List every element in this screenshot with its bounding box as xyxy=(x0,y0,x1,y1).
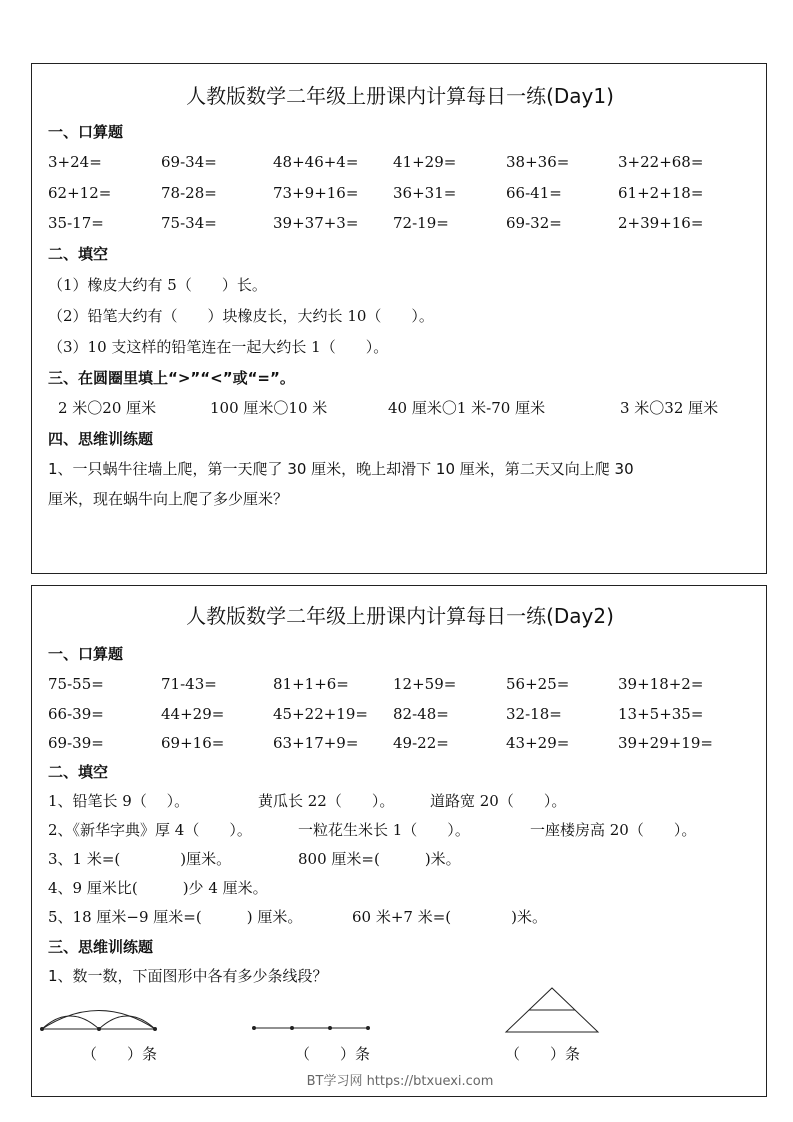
day2-fill-5b: 60 米+7 米=( )米。 xyxy=(352,908,548,926)
calc-item: 2+39+16= xyxy=(618,214,704,232)
day1-section4-heading: 四、思维训练题 xyxy=(48,430,154,448)
day2-title: 人教版数学二年级上册课内计算每日一练(Day2) xyxy=(186,604,614,628)
calc-item: 66-41= xyxy=(506,184,562,202)
calc-item: 69-39= xyxy=(48,734,104,752)
day1-compare-3: 40 厘米〇1 米-70 厘米 xyxy=(388,399,546,417)
day1-compare-1: 2 米〇20 厘米 xyxy=(58,399,157,417)
day2-section3-heading: 三、思维训练题 xyxy=(48,938,154,956)
calc-item: 3+24= xyxy=(48,153,102,171)
day2-section2-heading: 二、填空 xyxy=(48,763,109,781)
calc-item: 35-17= xyxy=(48,214,104,232)
day2-fill-1c: 道路宽 20（ ）。 xyxy=(430,792,567,810)
day1-problem-line1: 1、一只蜗牛往墙上爬，第一天爬了 30 厘米，晚上却滑下 10 厘米，第二天又向上爬 30 xyxy=(48,460,634,478)
day1-section2-heading: 二、填空 xyxy=(48,245,109,263)
calc-item: 61+2+18= xyxy=(618,184,704,202)
worksheet-day1 xyxy=(31,63,767,574)
day2-fill-3a: 3、1 米=( )厘米。 xyxy=(48,850,232,868)
calc-item: 63+17+9= xyxy=(273,734,359,752)
day2-fill-5a: 5、18 厘米−9 厘米=( ) 厘米。 xyxy=(48,908,303,926)
calc-item: 66-39= xyxy=(48,705,104,723)
calc-item: 3+22+68= xyxy=(618,153,704,171)
calc-item: 39+18+2= xyxy=(618,675,704,693)
calc-item: 56+25= xyxy=(506,675,570,693)
day1-fill-2: （2）铅笔大约有（ ）块橡皮长，大约长 10（ ）。 xyxy=(48,307,434,325)
calc-item: 71-43= xyxy=(161,675,217,693)
calc-item: 69-32= xyxy=(506,214,562,232)
calc-item: 44+29= xyxy=(161,705,225,723)
line-segment-figures xyxy=(32,986,768,1046)
segment-figure xyxy=(253,1027,370,1030)
day2-fill-1a: 1、铅笔长 9（ ）。 xyxy=(48,792,190,810)
calc-item: 39+29+19= xyxy=(618,734,713,752)
day2-fill-4: 4、9 厘米比( )少 4 厘米。 xyxy=(48,879,268,897)
calc-item: 49-22= xyxy=(393,734,449,752)
day1-problem-line2: 厘米，现在蜗牛向上爬了多少厘米？ xyxy=(48,490,289,508)
day2-fill-2c: 一座楼房高 20（ ）。 xyxy=(530,821,697,839)
answer-label-1: （ ）条 xyxy=(82,1045,158,1063)
arc-figure xyxy=(41,1011,157,1031)
calc-item: 36+31= xyxy=(393,184,457,202)
footer-watermark: BT学习网 https://btxuexi.com xyxy=(306,1074,494,1089)
day2-problem: 1、数一数，下面图形中各有多少条线段？ xyxy=(48,967,328,985)
calc-item: 41+29= xyxy=(393,153,457,171)
calc-item: 43+29= xyxy=(506,734,570,752)
calc-item: 13+5+35= xyxy=(618,705,704,723)
calc-item: 75-34= xyxy=(161,214,217,232)
calc-item: 78-28= xyxy=(161,184,217,202)
day1-compare-2: 100 厘米〇10 米 xyxy=(210,399,328,417)
triangle-figure xyxy=(506,988,598,1032)
calc-item: 38+36= xyxy=(506,153,570,171)
day1-compare-4: 3 米〇32 厘米 xyxy=(620,399,719,417)
day2-fill-2b: 一粒花生米长 1（ ）。 xyxy=(298,821,470,839)
day2-fill-2a: 2、《新华字典》厚 4（ ）。 xyxy=(48,821,252,839)
calc-item: 72-19= xyxy=(393,214,449,232)
calc-item: 75-55= xyxy=(48,675,104,693)
calc-item: 81+1+6= xyxy=(273,675,349,693)
answer-label-3: （ ）条 xyxy=(505,1045,581,1063)
day2-fill-3b: 800 厘米=( )米。 xyxy=(298,850,461,868)
calc-item: 62+12= xyxy=(48,184,112,202)
worksheet-day2 xyxy=(31,585,767,1097)
day1-title: 人教版数学二年级上册课内计算每日一练(Day1) xyxy=(186,84,614,108)
answer-label-2: （ ）条 xyxy=(295,1045,371,1063)
calc-item: 32-18= xyxy=(506,705,562,723)
day1-section1-heading: 一、口算题 xyxy=(48,123,124,141)
day1-fill-1: （1）橡皮大约有 5（ ）长。 xyxy=(48,276,267,294)
day1-section3-heading: 三、在圆圈里填上“>”“<”或“=”。 xyxy=(48,369,295,387)
calc-item: 45+22+19= xyxy=(273,705,368,723)
day2-fill-1b: 黄瓜长 22（ ）。 xyxy=(258,792,395,810)
calc-item: 39+37+3= xyxy=(273,214,359,232)
calc-item: 48+46+4= xyxy=(273,153,359,171)
calc-item: 73+9+16= xyxy=(273,184,359,202)
day2-section1-heading: 一、口算题 xyxy=(48,645,124,663)
calc-item: 69+16= xyxy=(161,734,225,752)
day1-fill-3: （3）10 支这样的铅笔连在一起大约长 1（ ）。 xyxy=(48,338,389,356)
calc-item: 69-34= xyxy=(161,153,217,171)
calc-item: 82-48= xyxy=(393,705,449,723)
calc-item: 12+59= xyxy=(393,675,457,693)
